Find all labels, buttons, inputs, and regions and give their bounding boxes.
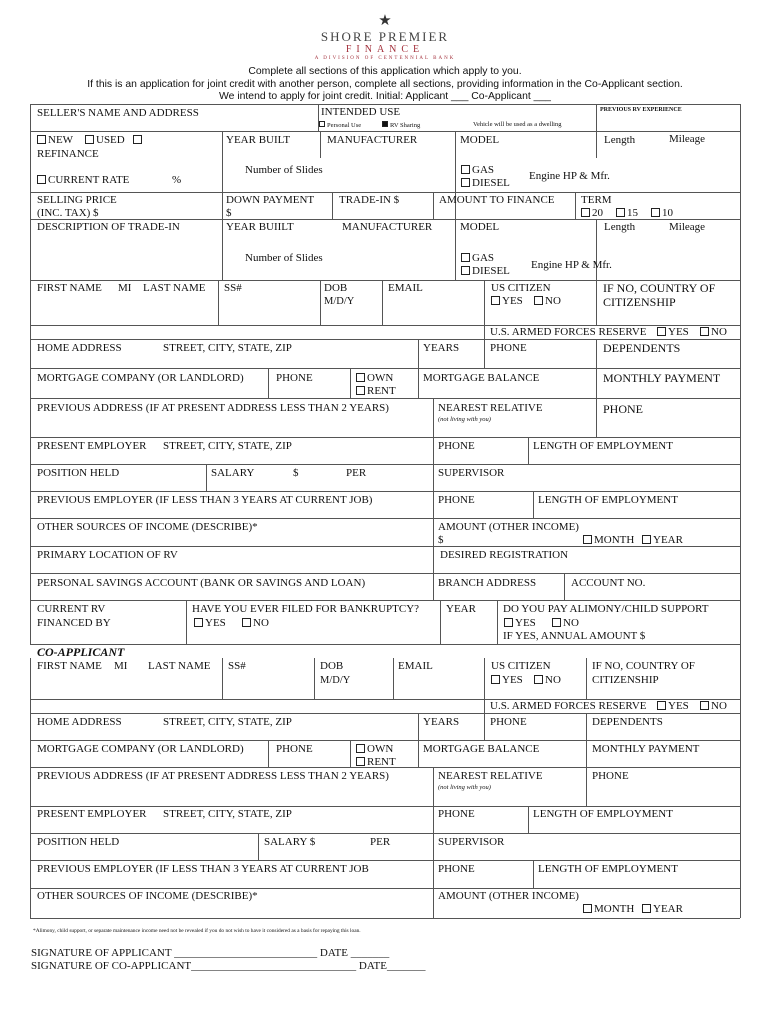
length-label: Length [604, 134, 636, 146]
gas-label: GAS [472, 164, 495, 176]
co-prev-length-employment-label: LENGTH OF EMPLOYMENT [538, 863, 678, 875]
personal-use-checkbox[interactable] [319, 121, 325, 127]
co-employer-street-label: STREET, CITY, STATE, ZIP [163, 808, 292, 820]
us-citizen-label: US CITIZEN [491, 282, 551, 294]
personal-use-option[interactable] [319, 121, 361, 130]
mortgage-balance-label: MORTGAGE BALANCE [423, 372, 540, 384]
dwelling-note: Vehicle will be used as a dwelling [473, 121, 562, 128]
income-year-option[interactable] [642, 534, 683, 547]
co-armed-yes-checkbox[interactable] [657, 701, 666, 710]
employer-street-label: STREET, CITY, STATE, ZIP [163, 440, 292, 452]
gas-checkbox[interactable] [461, 165, 470, 174]
diesel-option[interactable] [461, 177, 510, 190]
used-label: USED [96, 134, 125, 146]
prev-length-employment-label: LENGTH OF EMPLOYMENT [538, 494, 678, 506]
down-payment-dollar: $ [226, 207, 232, 219]
phone-label: PHONE [490, 342, 527, 354]
prev-address-label: PREVIOUS ADDRESS (IF AT PRESENT ADDRESS LESS THAN 2 YEARS) [37, 402, 389, 414]
seller-label: SELLER'S NAME AND ADDRESS [37, 107, 199, 119]
co-own-label: OWN [367, 743, 394, 755]
rv-sharing-checkbox[interactable] [382, 121, 388, 127]
co-prev-employer-label: PREVIOUS EMPLOYER (IF LESS THAN 3 YEARS AT CURRENT JOB [37, 863, 369, 875]
diesel-label: DIESEL [472, 177, 510, 189]
home-address-label: HOME ADDRESS [37, 342, 122, 354]
prev-employer-label: PREVIOUS EMPLOYER (IF LESS THAN 3 YEARS AT CURRENT JOB) [37, 494, 373, 506]
savings-label: PERSONAL SAVINGS ACCOUNT (BANK OR SAVINGS AND LOAN) [37, 577, 366, 589]
citizenship-label: CITIZENSHIP [603, 295, 676, 309]
armed-no-checkbox[interactable] [700, 327, 709, 336]
desired-registration-label: DESIRED REGISTRATION [440, 549, 569, 561]
trade-diesel-option[interactable] [461, 265, 510, 278]
rent-option[interactable] [356, 385, 396, 398]
intro-text [0, 66, 770, 104]
armed-yes-checkbox[interactable] [657, 327, 666, 336]
rent-label: RENT [367, 385, 396, 397]
co-street-label: STREET, CITY, STATE, ZIP [163, 716, 292, 728]
diesel-checkbox[interactable] [461, 178, 470, 187]
mileage-label: Mileage [669, 133, 706, 145]
star-icon: ★ [378, 13, 392, 29]
used-checkbox[interactable] [85, 135, 94, 144]
bankruptcy-yes-label: YES [205, 617, 226, 629]
term-10-checkbox[interactable] [651, 208, 660, 217]
bankruptcy-no-label: NO [253, 617, 269, 629]
dependents-label: DEPENDENTS [603, 341, 681, 355]
dob-label: DOB [324, 282, 348, 294]
brand-subname: FINANCE [345, 44, 425, 55]
street-label: STREET, CITY, STATE, ZIP [163, 342, 292, 354]
co-position-held-label: POSITION HELD [37, 836, 120, 848]
term-10-label: 10 [662, 207, 673, 219]
co-applicant-heading: CO-APPLICANT [37, 645, 125, 659]
current-rate-option[interactable] [37, 174, 129, 187]
rv-sharing-option[interactable] [382, 121, 420, 130]
signature-applicant-line[interactable]: SIGNATURE OF APPLICANT __________________________ DATE _______ [31, 947, 390, 959]
personal-use-label: Personal Use [327, 122, 362, 129]
last-name-label: LAST NAME [143, 282, 206, 294]
alimony-yes-checkbox[interactable] [504, 618, 513, 627]
armed-forces-label: U.S. ARMED FORCES RESERVE [490, 326, 647, 338]
term-20-option[interactable] [581, 207, 603, 220]
co-length-employment-label: LENGTH OF EMPLOYMENT [533, 808, 673, 820]
co-salary-label: SALARY $ [264, 836, 316, 848]
bankruptcy-yes-checkbox[interactable] [194, 618, 203, 627]
co-nearest-relative-label: NEAREST RELATIVE [438, 770, 543, 782]
trade-diesel-checkbox[interactable] [461, 266, 470, 275]
bankruptcy-label: HAVE YOU EVER FILED FOR BANKRUPTCY? [192, 603, 420, 615]
alimony-no-option[interactable] [552, 617, 579, 630]
term-15-checkbox[interactable] [616, 208, 625, 217]
term-20-checkbox[interactable] [581, 208, 590, 217]
co-income-month-option[interactable] [583, 903, 634, 916]
footnote: *Alimony, child support, or separate maintenance income need not be revealed if you do not wish to have it considered as a basis for repaying this loan. [33, 928, 361, 934]
citizen-yes-label: YES [502, 295, 523, 307]
rent-checkbox[interactable] [356, 386, 365, 395]
citizen-no-label: NO [545, 295, 561, 307]
co-income-month-checkbox[interactable] [583, 904, 592, 913]
alimony-no-checkbox[interactable] [552, 618, 561, 627]
own-label: OWN [367, 372, 394, 384]
co-income-year-option[interactable] [642, 903, 683, 916]
co-amount-other-label: AMOUNT (OTHER INCOME) [438, 890, 579, 902]
mortgage-phone-label: PHONE [276, 372, 313, 384]
co-dependents-label: DEPENDENTS [592, 716, 663, 728]
monthly-payment-label: MONTHLY PAYMENT [603, 371, 721, 385]
co-supervisor-label: SUPERVISOR [438, 836, 505, 848]
co-citizen-yes-option[interactable] [491, 674, 523, 687]
armed-yes-option[interactable] [657, 326, 689, 339]
co-income-year-label: YEAR [653, 903, 683, 915]
salary-label: SALARY [211, 467, 255, 479]
trade-model-label: MODEL [460, 221, 500, 233]
per-label: PER [346, 467, 367, 479]
not-living-note: (not living with you) [438, 416, 491, 423]
income-month-checkbox[interactable] [583, 535, 592, 544]
armed-no-label: NO [711, 326, 727, 338]
co-other-income-label: OTHER SOURCES OF INCOME (DESCRIBE)* [37, 890, 258, 902]
intro-line-1: Complete all sections of this application which apply to you. [248, 66, 522, 77]
intended-use-label: INTENDED USE [321, 106, 401, 118]
co-citizen-no-checkbox[interactable] [534, 675, 543, 684]
co-armed-no-option[interactable] [700, 700, 727, 713]
amount-finance-label: AMOUNT TO FINANCE [439, 194, 555, 206]
co-mortgage-balance-label: MORTGAGE BALANCE [423, 743, 540, 755]
armed-yes-label: YES [668, 326, 689, 338]
refinance-label: REFINANCE [37, 148, 99, 160]
bankruptcy-no-checkbox[interactable] [242, 618, 251, 627]
co-dob-format: M/D/Y [320, 675, 351, 686]
new-option[interactable] [37, 134, 73, 147]
present-employer-label: PRESENT EMPLOYER [37, 440, 147, 452]
relative-phone-label: PHONE [603, 402, 644, 416]
co-home-address-label: HOME ADDRESS [37, 716, 122, 728]
current-rv-label: CURRENT RV [37, 603, 106, 615]
logo [0, 14, 770, 62]
prev-employer-phone-label: PHONE [438, 494, 475, 506]
co-armed-yes-label: YES [668, 700, 689, 712]
co-citizen-yes-checkbox[interactable] [491, 675, 500, 684]
used-option[interactable] [85, 134, 125, 147]
current-rate-checkbox[interactable] [37, 175, 46, 184]
co-prev-address-label: PREVIOUS ADDRESS (IF AT PRESENT ADDRESS LESS THAN 2 YEARS) [37, 770, 389, 782]
co-dob-label: DOB [320, 660, 344, 672]
year-built-label: YEAR BUILT [226, 134, 291, 146]
co-income-year-checkbox[interactable] [642, 904, 651, 913]
trade-gas-checkbox[interactable] [461, 253, 470, 262]
amount-other-dollar: $ [438, 534, 444, 546]
trade-gas-label: GAS [472, 252, 495, 264]
percent-sign: % [172, 174, 182, 186]
mortgage-co-label: MORTGAGE COMPANY (OR LANDLORD) [37, 372, 244, 384]
co-armed-no-checkbox[interactable] [700, 701, 709, 710]
co-own-checkbox[interactable] [356, 744, 365, 753]
trade-year-built-label: YEAR BUIILT [226, 221, 294, 233]
co-mortgage-phone-label: PHONE [276, 743, 313, 755]
bankruptcy-yes-option[interactable] [194, 617, 226, 630]
co-own-option[interactable] [356, 743, 393, 756]
financed-by-label: FINANCED BY [37, 617, 111, 629]
engine-label: Engine HP & Mfr. [529, 170, 610, 182]
trade-engine-label: Engine HP & Mfr. [531, 259, 612, 271]
brand-name: SHORE PREMIER [320, 29, 450, 44]
other-income-label: OTHER SOURCES OF INCOME (DESCRIBE)* [37, 521, 258, 533]
model-label: MODEL [460, 134, 500, 146]
own-checkbox[interactable] [356, 373, 365, 382]
salary-dollar: $ [293, 467, 299, 479]
armed-no-option[interactable] [700, 326, 727, 339]
co-mi-label: MI [114, 660, 128, 672]
own-option[interactable] [356, 372, 393, 385]
citizen-yes-checkbox[interactable] [491, 296, 500, 305]
co-last-name-label: LAST NAME [148, 660, 211, 672]
co-first-name-label: FIRST NAME [37, 660, 102, 672]
co-ssn-label: SS# [228, 660, 246, 672]
co-employer-phone-label: PHONE [438, 808, 475, 820]
co-phone-label: PHONE [490, 716, 527, 728]
email-label: EMAIL [388, 282, 423, 294]
co-per-label: PER [370, 836, 391, 848]
citizen-no-checkbox[interactable] [534, 296, 543, 305]
trade-manufacturer-label: MANUFACTURER [342, 221, 433, 233]
co-citizen-no-option[interactable] [534, 674, 561, 687]
first-name-label: FIRST NAME [37, 282, 102, 294]
rv-sharing-label: RV Sharing [390, 122, 421, 129]
co-armed-forces-label: U.S. ARMED FORCES RESERVE [490, 700, 647, 712]
amount-other-label: AMOUNT (OTHER INCOME) [438, 521, 579, 533]
citizen-no-option[interactable] [534, 295, 561, 308]
co-not-living-note: (not living with you) [438, 784, 491, 791]
term-10-option[interactable] [651, 207, 673, 220]
trade-num-slides-label: Number of Slides [245, 252, 323, 264]
co-present-employer-label: PRESENT EMPLOYER [37, 808, 147, 820]
co-income-month-label: MONTH [594, 903, 635, 915]
co-armed-no-label: NO [711, 700, 727, 712]
employer-phone-label: PHONE [438, 440, 475, 452]
alimony-yes-label: YES [515, 617, 536, 629]
refinance-checkbox[interactable] [133, 134, 144, 147]
alimony-no-label: NO [563, 617, 579, 629]
co-armed-yes-option[interactable] [657, 700, 689, 713]
manufacturer-label: MANUFACTURER [327, 134, 418, 146]
co-rent-checkbox[interactable] [356, 757, 365, 766]
co-rent-option[interactable] [356, 756, 396, 769]
trade-mileage-label: Mileage [669, 221, 706, 233]
co-mortgage-co-label: MORTGAGE COMPANY (OR LANDLORD) [37, 743, 244, 755]
trade-in-label: TRADE-IN $ [339, 194, 400, 206]
term-label: TERM [581, 194, 612, 206]
term-20-label: 20 [592, 207, 603, 219]
years-label: YEARS [423, 342, 460, 354]
co-years-label: YEARS [423, 716, 460, 728]
alimony-label: DO YOU PAY ALIMONY/CHILD SUPPORT [503, 603, 709, 615]
position-held-label: POSITION HELD [37, 467, 120, 479]
length-employment-label: LENGTH OF EMPLOYMENT [533, 440, 673, 452]
co-country-label: IF NO, COUNTRY OF [592, 660, 695, 672]
branch-address-label: BRANCH ADDRESS [438, 577, 537, 589]
new-checkbox[interactable] [37, 135, 46, 144]
trade-gas-option[interactable] [461, 252, 494, 265]
primary-location-label: PRIMARY LOCATION OF RV [37, 549, 178, 561]
income-year-checkbox[interactable] [642, 535, 651, 544]
country-label: IF NO, COUNTRY OF [603, 281, 716, 295]
co-relative-phone-label: PHONE [592, 770, 629, 782]
inc-tax-label: (INC. TAX) $ [37, 207, 99, 219]
co-us-citizen-label: US CITIZEN [491, 660, 551, 672]
intro-line-2: If this is an application for joint credit with another person, complete all sections, providing information in the Co-Applicant section. [87, 78, 683, 90]
account-no-label: ACCOUNT NO. [571, 577, 646, 589]
income-year-label: YEAR [653, 534, 683, 546]
co-citizen-yes-label: YES [502, 674, 523, 686]
current-rate-label: CURRENT RATE [48, 174, 130, 186]
brand-division: A DIVISION OF CENTENNIAL BANK [314, 56, 456, 61]
co-monthly-payment-label: MONTHLY PAYMENT [592, 743, 700, 755]
nearest-relative-label: NEAREST RELATIVE [438, 402, 543, 414]
new-label: NEW [48, 134, 74, 146]
intro-line-3: We intend to apply for joint credit. Initial: Applicant ___ Co-Applicant ___ [219, 91, 551, 102]
trade-length-label: Length [604, 221, 636, 233]
supervisor-label: SUPERVISOR [438, 467, 505, 479]
signature-coapplicant-line[interactable]: SIGNATURE OF CO-APPLICANT______________________________ DATE_______ [31, 960, 426, 972]
ssn-label: SS# [224, 282, 242, 294]
co-citizenship-label: CITIZENSHIP [592, 674, 659, 686]
down-payment-label: DOWN PAYMENT [226, 194, 315, 206]
term-15-option[interactable] [616, 207, 638, 220]
mi-label: MI [118, 282, 132, 294]
co-email-label: EMAIL [398, 660, 433, 672]
selling-price-label: SELLING PRICE [37, 194, 117, 206]
co-rent-label: RENT [367, 756, 396, 768]
trade-diesel-label: DIESEL [472, 265, 510, 277]
co-prev-employer-phone-label: PHONE [438, 863, 475, 875]
income-month-label: MONTH [594, 534, 635, 546]
term-15-label: 15 [627, 207, 638, 219]
prev-rv-experience-label: PREVIOUS RV EXPERIENCE [600, 107, 682, 113]
alimony-yes-option[interactable] [504, 617, 536, 630]
annual-amount-label: IF YES, ANNUAL AMOUNT $ [503, 630, 646, 642]
bankruptcy-no-option[interactable] [242, 617, 269, 630]
desc-trade-label: DESCRIPTION OF TRADE-IN [37, 221, 180, 233]
bankruptcy-year-label: YEAR [446, 603, 476, 615]
income-month-option[interactable] [583, 534, 634, 547]
num-slides-label: Number of Slides [245, 164, 323, 176]
dob-format: M/D/Y [324, 296, 355, 307]
gas-option[interactable] [461, 164, 494, 177]
citizen-yes-option[interactable] [491, 295, 523, 308]
co-citizen-no-label: NO [545, 674, 561, 686]
